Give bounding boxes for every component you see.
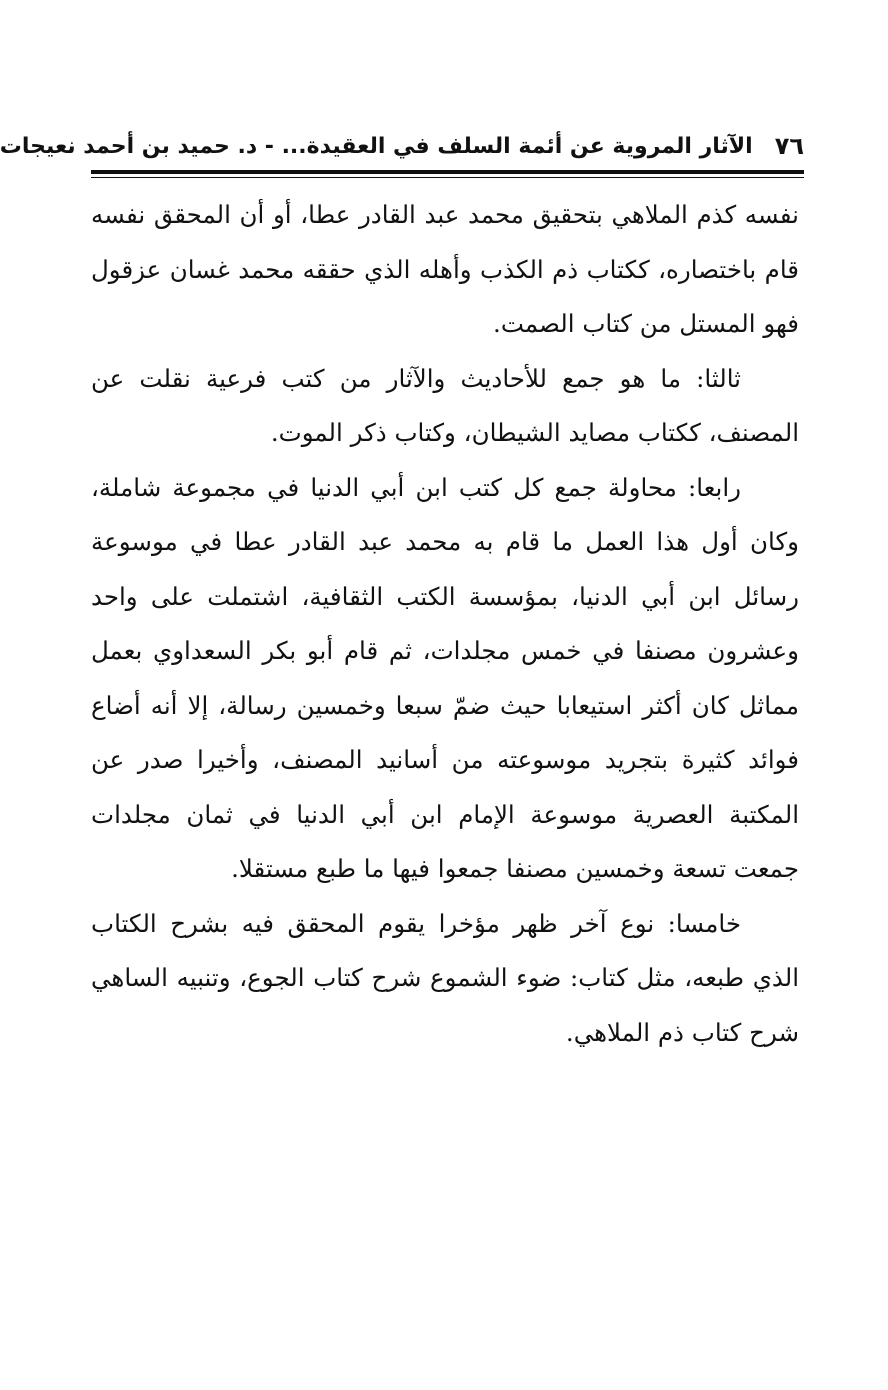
paragraph: ثالثا: ما هو جمع للأحاديث والآثار من كتب فرعية نقلت عن المصنف، ككتاب مصايد الشيطان، وكتاب ذكر الموت.	[91, 363, 799, 447]
header-rule-thick	[91, 170, 804, 174]
paragraph: رابعا: محاولة جمع كل كتب ابن أبي الدنيا في مجموعة شاملة، وكان أول هذا العمل ما قام به محمد عبد القادر عطا في موسوعة رسائل ابن أبي الدنيا، بمؤسسة الكتب الثقافية، اشتملت على واحد وعشرون مصنفا في خمس مجلدات، ثم قام أبو بكر السعداوي بعمل مماثل كان أكثر استيعابا حيث ضمّ سبعا وخمسين رسالة، إلا أنه أضاع فوائد كثيرة بتجريد موسوعته من أسانيد المصنف، وأخيرا صدر عن المكتبة العصرية موسوعة الإمام ابن أبي الدنيا في ثمان مجلدات جمعت تسعة وخمسين مصنفا جمعوا فيها ما طبع مستقلا.	[91, 472, 799, 883]
header-rule-thin	[91, 177, 804, 178]
running-title: الآثار المروية عن أئمة السلف في العقيدة... - د. حميد بن أحمد نعيجات	[0, 133, 753, 159]
paragraph: خامسا: نوع آخر ظهر مؤخرا يقوم المحقق فيه بشرح الكتاب الذي طبعه، مثل كتاب: ضوء الشموع شرح كتاب الجوع، وتنبيه الساهي شرح كتاب ذم الملاهي.	[91, 908, 799, 1047]
body-text	[91, 188, 799, 1060]
paragraph: نفسه كذم الملاهي بتحقيق محمد عبد القادر عطا، أو أن المحقق نفسه قام باختصاره، ككتاب ذم الكذب وأهله الذي حققه محمد غسان عزقول فهو المستل من كتاب الصمت.	[91, 200, 799, 338]
page-header	[0, 128, 804, 164]
page-number: ٧٦	[774, 132, 804, 160]
